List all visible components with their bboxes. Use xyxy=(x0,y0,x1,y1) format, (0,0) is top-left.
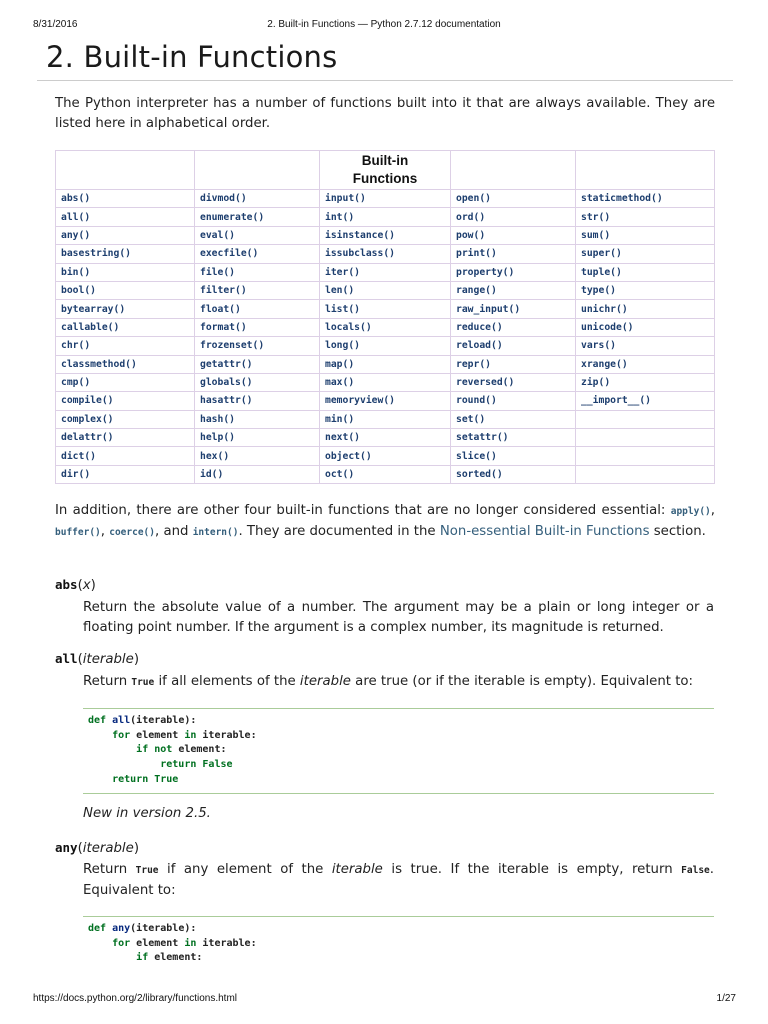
table-cell xyxy=(195,429,320,447)
table-row xyxy=(56,447,715,465)
function-link[interactable]: list() xyxy=(325,303,360,315)
table-cell xyxy=(320,373,451,391)
table-row xyxy=(56,355,715,373)
table-cell xyxy=(56,392,195,410)
table-cell xyxy=(56,300,195,318)
table-cell xyxy=(195,190,320,208)
apply-link[interactable]: apply() xyxy=(670,506,711,517)
function-link[interactable]: abs() xyxy=(61,193,91,205)
table-cell xyxy=(56,226,195,244)
table-cell xyxy=(320,318,451,336)
table-cell xyxy=(576,318,715,336)
table-cell xyxy=(451,429,576,447)
function-link[interactable]: divmod() xyxy=(200,193,247,205)
additional-functions-paragraph xyxy=(55,501,715,543)
all-arg: iterable xyxy=(82,652,134,667)
table-cell xyxy=(320,300,451,318)
function-link[interactable]: sorted() xyxy=(456,469,503,481)
table-cell xyxy=(195,392,320,410)
table-cell xyxy=(576,355,715,373)
code-keyword: return xyxy=(112,773,149,785)
all-code-example xyxy=(83,708,714,794)
any-close-paren: ) xyxy=(133,841,140,856)
table-cell xyxy=(56,410,195,428)
function-link[interactable]: oct() xyxy=(325,469,355,481)
function-link[interactable]: format() xyxy=(200,321,247,333)
addition-text-1: In addition, there are other four built-in functions that are no longer considered essential: xyxy=(55,503,671,518)
table-cell xyxy=(320,226,451,244)
all-open-paren: ( xyxy=(77,652,83,667)
function-link[interactable]: bin() xyxy=(61,266,91,278)
table-cell xyxy=(195,373,320,391)
function-link[interactable]: __import__() xyxy=(581,395,651,407)
function-link[interactable]: all() xyxy=(61,211,91,223)
function-link[interactable]: delattr() xyxy=(61,432,114,444)
table-cell xyxy=(320,410,451,428)
function-link[interactable]: callable() xyxy=(61,321,120,333)
table-row xyxy=(56,410,715,428)
abs-close-paren: ) xyxy=(90,578,96,593)
table-cell xyxy=(576,337,715,355)
table-row xyxy=(56,226,715,244)
table-row xyxy=(56,429,715,447)
coerce-link[interactable]: coerce() xyxy=(109,527,155,538)
code-function-name: any xyxy=(112,923,131,934)
function-link[interactable]: reduce() xyxy=(456,321,503,333)
table-cell xyxy=(451,263,576,281)
table-row xyxy=(56,392,715,410)
table-cell xyxy=(195,263,320,281)
print-date: 8/31/2016 xyxy=(33,19,78,30)
non-essential-functions-link[interactable]: Non-essential Built-in Functions xyxy=(439,524,650,539)
code-text: element: xyxy=(172,744,227,756)
any-desc-3: iterable xyxy=(331,862,383,877)
function-link[interactable]: super() xyxy=(581,248,622,260)
function-link[interactable]: hash() xyxy=(200,413,235,425)
function-link[interactable]: unicode() xyxy=(581,321,634,333)
function-link[interactable]: print() xyxy=(456,248,497,260)
table-cell xyxy=(195,465,320,483)
abs-description: Return the absolute value of a number. The argument may be a plain or long integer or a floating point number. If the argument is a complex number, its magnitude is returned. xyxy=(83,600,714,635)
any-desc-5: . Equivalent to: xyxy=(83,862,714,898)
table-row xyxy=(56,263,715,281)
table-cell xyxy=(451,355,576,373)
abs-signature xyxy=(55,577,96,593)
table-cell xyxy=(576,373,715,391)
any-name: any xyxy=(55,840,78,855)
table-cell xyxy=(195,281,320,299)
table-cell xyxy=(56,263,195,281)
any-signature xyxy=(55,840,139,856)
table-cell xyxy=(451,337,576,355)
intern-link[interactable]: intern() xyxy=(192,527,239,538)
code-keyword: in xyxy=(184,937,197,949)
table-cell xyxy=(320,465,451,483)
table-cell xyxy=(56,355,195,373)
function-link[interactable]: vars() xyxy=(581,340,616,352)
table-cell xyxy=(451,410,576,428)
code-text: element: xyxy=(148,952,203,964)
any-desc-4: is true. If the iterable is empty, return xyxy=(382,862,682,877)
function-link[interactable]: enumerate() xyxy=(200,211,265,223)
table-row xyxy=(56,190,715,208)
intro-paragraph: The Python interpreter has a number of functions built into it that are always available. They are listed here in alphabetical order. xyxy=(55,96,715,131)
table-cell xyxy=(320,281,451,299)
all-desc-2: if all elements of the xyxy=(154,674,300,689)
abs-arg: x xyxy=(82,578,91,593)
function-link[interactable]: memoryview() xyxy=(325,395,395,407)
function-link[interactable]: open() xyxy=(456,193,491,205)
table-cell xyxy=(56,465,195,483)
function-link[interactable]: locals() xyxy=(325,321,372,333)
table-body xyxy=(56,190,715,484)
function-link[interactable]: unichr() xyxy=(581,303,628,315)
any-code-example xyxy=(83,916,714,967)
table-cell xyxy=(195,447,320,465)
function-link[interactable]: file() xyxy=(200,266,235,278)
function-link[interactable]: ord() xyxy=(456,211,486,223)
code-keyword: def xyxy=(88,923,107,934)
page-title: 2. Built-in Functions xyxy=(46,40,338,74)
all-version-note: New in version 2.5. xyxy=(83,806,211,821)
table-cell xyxy=(320,429,451,447)
table-cell xyxy=(576,410,715,428)
table-header-empty xyxy=(195,151,320,190)
code-keyword: in xyxy=(184,729,197,741)
function-link[interactable]: bool() xyxy=(61,285,96,297)
function-link[interactable]: reload() xyxy=(456,340,503,352)
table-cell xyxy=(320,245,451,263)
table-cell xyxy=(56,337,195,355)
table-cell xyxy=(576,465,715,483)
function-link[interactable]: property() xyxy=(456,266,515,278)
table-cell xyxy=(56,281,195,299)
table-cell xyxy=(451,245,576,263)
table-cell xyxy=(195,318,320,336)
any-false-literal: False xyxy=(681,865,710,876)
any-open-paren: ( xyxy=(77,841,83,856)
function-link[interactable]: classmethod() xyxy=(61,358,137,370)
function-link[interactable]: issubclass() xyxy=(325,248,395,260)
any-description xyxy=(83,860,714,900)
code-keyword: def xyxy=(88,715,107,726)
function-link[interactable]: int() xyxy=(325,211,355,223)
all-description xyxy=(83,672,714,693)
addition-text-2: . They are documented in the xyxy=(238,524,440,539)
table-row xyxy=(56,208,715,226)
table-cell xyxy=(320,190,451,208)
table-cell xyxy=(195,355,320,373)
code-keyword: if xyxy=(136,952,149,964)
builtin-functions-table xyxy=(55,150,715,484)
function-link[interactable]: set() xyxy=(456,413,486,425)
addition-text-3: section. xyxy=(649,524,706,539)
table-header-empty xyxy=(451,151,576,190)
table-row xyxy=(56,318,715,336)
page-number: 1/27 xyxy=(716,993,736,1004)
function-link[interactable]: eval() xyxy=(200,229,235,241)
function-link[interactable]: sum() xyxy=(581,229,611,241)
addition-sep-2: , xyxy=(100,524,110,539)
buffer-link[interactable]: buffer() xyxy=(55,527,101,538)
table-cell xyxy=(56,373,195,391)
table-cell xyxy=(56,208,195,226)
table-header-label: Built-in Functions xyxy=(352,153,418,186)
function-link[interactable]: basestring() xyxy=(61,248,131,260)
table-cell xyxy=(451,392,576,410)
function-link[interactable]: filter() xyxy=(200,285,247,297)
function-link[interactable]: help() xyxy=(200,432,235,444)
table-header-empty xyxy=(56,151,195,190)
table-cell xyxy=(56,318,195,336)
function-link[interactable]: long() xyxy=(325,340,360,352)
function-link[interactable]: pow() xyxy=(456,229,486,241)
code-function-name: all xyxy=(112,715,131,726)
function-link[interactable]: staticmethod() xyxy=(581,193,663,205)
print-url: https://docs.python.org/2/library/functions.html xyxy=(33,993,237,1004)
function-link[interactable]: chr() xyxy=(61,340,91,352)
title-divider xyxy=(37,80,733,81)
table-cell xyxy=(451,208,576,226)
abs-open-paren: ( xyxy=(77,578,83,593)
function-link[interactable]: zip() xyxy=(581,377,611,389)
table-cell xyxy=(320,208,451,226)
function-link[interactable]: dict() xyxy=(61,450,96,462)
function-link[interactable]: input() xyxy=(325,193,366,205)
function-link[interactable]: complex() xyxy=(61,413,114,425)
function-link[interactable]: hex() xyxy=(200,450,230,462)
function-link[interactable]: len() xyxy=(325,285,355,297)
function-link[interactable]: object() xyxy=(325,450,372,462)
table-cell xyxy=(576,392,715,410)
function-link[interactable]: next() xyxy=(325,432,360,444)
table-cell xyxy=(451,447,576,465)
function-link[interactable]: tuple() xyxy=(581,266,622,278)
print-header xyxy=(0,16,768,32)
table-cell xyxy=(195,300,320,318)
table-row xyxy=(56,337,715,355)
table-cell xyxy=(576,281,715,299)
table-cell xyxy=(320,337,451,355)
function-link[interactable]: execfile() xyxy=(200,248,259,260)
code-keyword: if xyxy=(136,744,149,756)
function-link[interactable]: repr() xyxy=(456,358,491,370)
table-row xyxy=(56,281,715,299)
table-cell xyxy=(576,263,715,281)
table-cell xyxy=(576,429,715,447)
function-link[interactable]: iter() xyxy=(325,266,360,278)
table-cell xyxy=(195,245,320,263)
function-link[interactable]: frozenset() xyxy=(200,340,265,352)
table-cell xyxy=(451,190,576,208)
function-link[interactable]: globals() xyxy=(200,377,253,389)
all-desc-3: iterable xyxy=(299,674,351,689)
all-desc-1: Return xyxy=(83,674,132,689)
table-cell xyxy=(576,300,715,318)
table-row xyxy=(56,465,715,483)
table-cell xyxy=(320,263,451,281)
table-cell xyxy=(320,447,451,465)
function-link[interactable]: max() xyxy=(325,377,355,389)
code-text: iterable: xyxy=(196,937,257,949)
table-cell xyxy=(451,281,576,299)
all-name: all xyxy=(55,651,78,666)
table-header-title xyxy=(320,151,451,190)
function-link[interactable]: hasattr() xyxy=(200,395,253,407)
code-keyword: for xyxy=(112,729,131,741)
table-cell xyxy=(56,429,195,447)
any-arg: iterable xyxy=(82,841,134,856)
table-cell xyxy=(451,373,576,391)
table-cell xyxy=(451,300,576,318)
table-cell xyxy=(451,465,576,483)
table-cell xyxy=(576,226,715,244)
code-keyword: return xyxy=(160,759,197,771)
table-row xyxy=(56,373,715,391)
code-text: element xyxy=(130,729,185,741)
function-link[interactable]: min() xyxy=(325,413,355,425)
function-link[interactable]: cmp() xyxy=(61,377,91,389)
abs-name: abs xyxy=(55,577,78,592)
function-link[interactable]: xrange() xyxy=(581,358,628,370)
function-link[interactable]: bytearray() xyxy=(61,303,126,315)
table-cell xyxy=(195,226,320,244)
function-link[interactable]: round() xyxy=(456,395,497,407)
table-cell xyxy=(195,410,320,428)
table-cell xyxy=(576,447,715,465)
table-row xyxy=(56,245,715,263)
function-link[interactable]: id() xyxy=(200,469,224,481)
table-cell xyxy=(56,447,195,465)
table-cell xyxy=(56,245,195,263)
function-link[interactable]: reversed() xyxy=(456,377,515,389)
any-true-literal: True xyxy=(135,865,159,876)
all-true-literal: True xyxy=(131,677,155,688)
function-link[interactable]: dir() xyxy=(61,469,91,481)
code-keyword: not xyxy=(154,744,173,756)
code-constant: True xyxy=(154,773,179,785)
code-text: (iterable): xyxy=(130,923,197,934)
function-link[interactable]: float() xyxy=(200,303,241,315)
addition-sep-3: , and xyxy=(155,524,193,539)
code-constant: False xyxy=(202,759,233,771)
function-link[interactable]: raw_input() xyxy=(456,303,521,315)
function-link[interactable]: isinstance() xyxy=(325,229,395,241)
function-link[interactable]: getattr() xyxy=(200,358,253,370)
code-text: element xyxy=(130,937,185,949)
function-link[interactable]: str() xyxy=(581,211,611,223)
table-header-empty xyxy=(576,151,715,190)
print-footer xyxy=(0,993,768,1007)
function-link[interactable]: map() xyxy=(325,358,355,370)
all-signature xyxy=(55,651,139,667)
function-link[interactable]: range() xyxy=(456,285,497,297)
table-cell xyxy=(451,318,576,336)
any-desc-2: if any element of the xyxy=(158,862,332,877)
table-row xyxy=(56,300,715,318)
code-text: iterable: xyxy=(196,729,257,741)
table-header-row xyxy=(56,151,715,190)
all-close-paren: ) xyxy=(133,652,140,667)
table-cell xyxy=(320,355,451,373)
code-keyword: for xyxy=(112,937,131,949)
table-cell xyxy=(576,245,715,263)
table-cell xyxy=(195,337,320,355)
function-link[interactable]: type() xyxy=(581,285,616,297)
function-link[interactable]: any() xyxy=(61,229,91,241)
print-document-title: 2. Built-in Functions — Python 2.7.12 documentation xyxy=(267,19,501,30)
table-cell xyxy=(576,208,715,226)
table-cell xyxy=(56,190,195,208)
any-desc-1: Return xyxy=(83,862,136,877)
table-cell xyxy=(195,208,320,226)
code-text: (iterable): xyxy=(130,715,197,726)
addition-sep-1: , xyxy=(710,503,715,518)
function-link[interactable]: compile() xyxy=(61,395,114,407)
table-cell xyxy=(451,226,576,244)
all-desc-4: are true (or if the iterable is empty). Equivalent to: xyxy=(350,674,694,689)
table-cell xyxy=(576,190,715,208)
function-link[interactable]: slice() xyxy=(456,450,497,462)
function-link[interactable]: setattr() xyxy=(456,432,509,444)
table-cell xyxy=(320,392,451,410)
